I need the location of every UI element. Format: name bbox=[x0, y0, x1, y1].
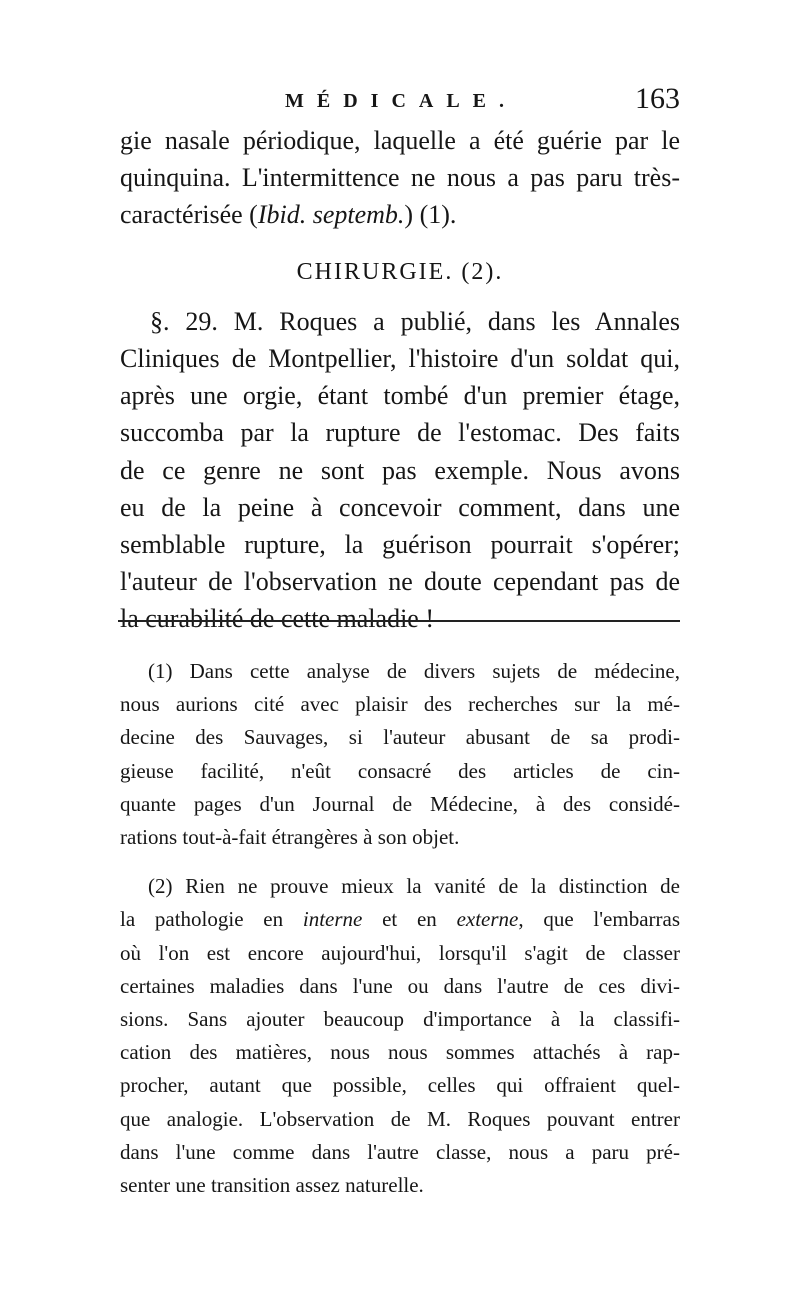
footnote-2 bbox=[120, 870, 680, 1202]
running-head: MÉDICALE. bbox=[285, 90, 518, 112]
text-line: succomba par la rupture de l'estomac. Des faits bbox=[120, 418, 680, 448]
text-line: caractérisée (Ibid. septemb.) (1). bbox=[120, 200, 457, 230]
page-header bbox=[120, 80, 680, 120]
footnote-line: dans l'une comme dans l'autre classe, nous a paru pré- bbox=[120, 1139, 680, 1164]
text-line: semblable rupture, la guérison pourrait s'opérer; bbox=[120, 530, 680, 560]
page-number: 163 bbox=[635, 82, 680, 115]
footnote-line: nous aurions cité avec plaisir des recherches sur la mé- bbox=[120, 692, 680, 717]
footnote-line: que analogie. L'observation de M. Roques pouvant entrer bbox=[120, 1106, 680, 1131]
footnote-line: gieuse facilité, n'eût consacré des articles de cin- bbox=[120, 758, 680, 783]
footnote-line: procher, autant que possible, celles qui offraient quel- bbox=[120, 1073, 680, 1098]
text-line: la curabilité de cette maladie ! bbox=[120, 604, 434, 634]
footnote-line: où l'on est encore aujourd'hui, lorsqu'il s'agit de classer bbox=[120, 940, 680, 965]
footnote-line: cation des matières, nous nous sommes attachés à rap- bbox=[120, 1040, 680, 1065]
main-text bbox=[120, 122, 680, 638]
text-line: Cliniques de Montpellier, l'histoire d'un soldat qui, bbox=[120, 344, 680, 374]
text-line: eu de la peine à concevoir comment, dans une bbox=[120, 492, 680, 522]
text-line: quinquina. L'intermittence ne nous a pas paru très- bbox=[120, 163, 680, 193]
footnote-line: certaines maladies dans l'une ou dans l'autre de ces divi- bbox=[120, 973, 680, 998]
footnote-line: sions. Sans ajouter beaucoup d'importance à la classifi- bbox=[120, 1007, 680, 1032]
footnote-line: la pathologie en interne et en externe, que l'embarras bbox=[120, 907, 680, 932]
footnote-line: quante pages d'un Journal de Médecine, à des considé- bbox=[120, 791, 680, 816]
text-line: l'auteur de l'observation ne doute cependant pas de bbox=[120, 567, 680, 597]
text-line: après une orgie, étant tombé d'un premier étage, bbox=[120, 381, 680, 411]
footnote-rule bbox=[118, 620, 680, 622]
text-line: gie nasale périodique, laquelle a été guérie par le bbox=[120, 126, 680, 155]
footnote-line: (1) Dans cette analyse de divers sujets de médecine, bbox=[148, 659, 680, 683]
footnote-1 bbox=[120, 655, 680, 854]
paragraph-continuation bbox=[120, 122, 680, 234]
footnote-line: rations tout-à-fait étrangères à son objet. bbox=[120, 825, 460, 850]
section-heading: CHIRURGIE. (2). bbox=[296, 258, 504, 285]
footnote-line: decine des Sauvages, si l'auteur abusant de sa prodi- bbox=[120, 725, 680, 750]
text-line: de ce genre ne sont pas exemple. Nous avons bbox=[120, 455, 680, 485]
paragraph-29 bbox=[120, 303, 680, 638]
footnotes bbox=[120, 655, 680, 1202]
text-line: §. 29. M. Roques a publié, dans les Annales bbox=[150, 306, 680, 336]
footnote-line: (2) Rien ne prouve mieux la vanité de la distinction de bbox=[148, 874, 680, 899]
footnote-line: senter une transition assez naturelle. bbox=[120, 1173, 424, 1198]
